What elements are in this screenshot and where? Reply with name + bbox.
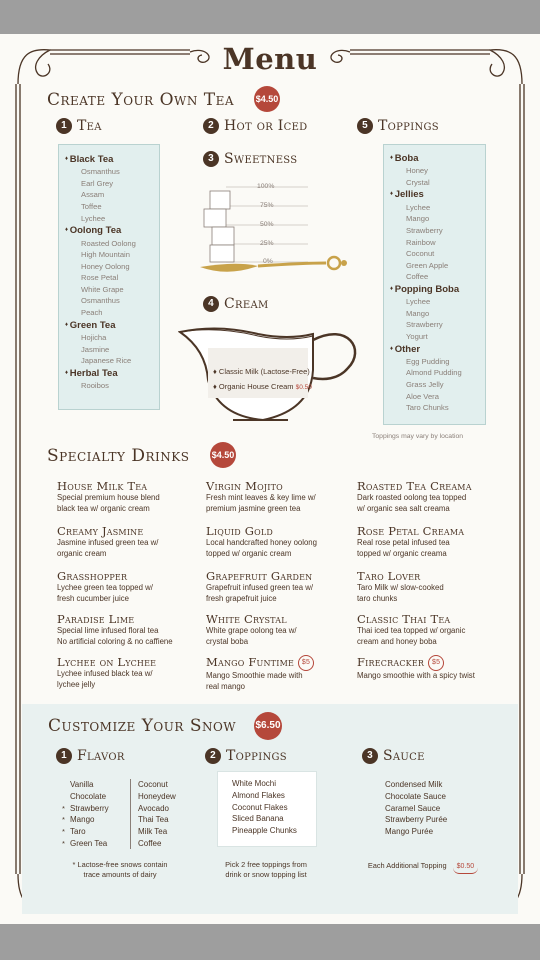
drink-desc: Special premium house blend [57,493,160,502]
drink-desc: fresh grapefruit juice [206,593,277,603]
cream-option-label: Classic Milk (Lactose-Free) [218,367,310,376]
snow-flavor-item [62,814,126,826]
tea-group-oolong [59,224,159,318]
bottom-strip [0,924,540,960]
step-number: 1 [56,118,72,134]
drink-name: Grasshopper [57,569,128,583]
menu-title: Menu [222,42,318,76]
snow-sauce-item: Strawberry Purée [385,815,448,825]
drink-name: Roasted Tea Creama [357,479,472,493]
sweetness-level-label: 25% [260,240,274,247]
drink-desc: Mango smoothie with a spicy twist [357,671,475,680]
tea-item: Toffee [81,202,102,212]
toppings-list-panel [383,144,486,425]
tea-item: Peach [81,308,103,318]
tea-item: Hojicha [81,332,107,342]
cream-step-heading [203,296,269,312]
additional-topping-note [356,861,490,874]
lactose-free-mark: * [62,827,65,837]
note-line: Pick 2 free toppings from [225,860,307,869]
drink-desc: Jasmine infused green tea w/ [57,538,159,547]
hot-iced-step-heading [203,118,308,134]
tea-item: Rooibos [81,380,109,390]
toppings-step-heading [357,118,439,134]
tea-category: ♦ Black Tea [65,153,159,166]
drink-desc: black tea w/ organic cream [57,503,150,513]
topping-item: Lychee [406,202,431,212]
snow-flavor-item: Coffee [138,838,162,848]
drink-price-badge: $5 [428,655,444,671]
flavor-name: Green Tea [70,838,108,848]
snow-flavor-item: Avocado [138,803,169,813]
topping-group-boba [384,152,485,188]
snow-sauce-item: Chocolate Sauce [385,791,446,801]
sweetness-level-label: 50% [260,221,274,228]
drink-desc: fresh cucumber juice [57,593,129,603]
tea-item: Japanese Rice [81,356,132,366]
drink-name-text: Firecracker [357,655,425,669]
drink-desc: real mango [206,681,246,691]
topping-item: Coconut [406,249,435,259]
sweetness-level-label: 0% [263,258,273,265]
step-number: 2 [205,748,221,764]
drink-name: Grapefruit Garden [206,569,313,583]
snow-flavor-item [62,826,126,838]
snow-flavor-item [62,838,126,850]
drink-name: Paradise Lime [57,612,135,626]
drink-desc: crystal boba [206,636,249,646]
toppings-note: Toppings may vary by location [372,433,464,440]
tea-item: Lychee [81,213,106,223]
snow-sauce-heading [362,748,425,764]
step-number: 1 [56,748,72,764]
snow-topping-note [202,860,330,880]
drink-item [206,479,366,514]
topping-item: Grass Jelly [406,379,444,389]
step-number: 4 [203,296,219,312]
snow-flavor-item: Thai Tea [138,815,169,825]
snow-sauce-list [385,779,495,838]
flavor-name: Vanilla [70,780,94,789]
topping-item: Yogurt [406,331,428,341]
snow-topping-item: Pineapple Chunks [232,826,297,836]
tea-group-green [59,319,159,367]
snow-sauce-item: Mango Purée [385,827,434,837]
specialty-drinks-heading: Specialty Drinks [47,446,190,466]
snow-flavor-item: Coconut [138,780,168,789]
tea-item: White Grape [81,284,124,294]
drink-desc: w/ organic sea salt creama [357,503,450,513]
topping-item: Green Apple [406,260,449,270]
tea-step-title: Tea [77,118,102,134]
drink-item [57,655,217,690]
drink-desc: taro chunks [357,593,398,603]
note-line: trace amounts of dairy [83,870,157,879]
step-number: 5 [357,118,373,134]
topping-item: Egg Pudding [406,356,450,366]
drink-desc: cream and honey boba [357,636,437,646]
drink-item [357,612,517,647]
drink-name [357,655,517,671]
menu-page [0,34,540,924]
snow-price-badge: $6.50 [254,712,282,740]
drink-name-text: Mango Funtime [206,655,295,669]
topping-group-jellies [384,188,485,282]
drink-desc: Real rose petal infused tea [357,538,450,547]
drink-desc: organic cream [57,548,107,558]
drink-name: White Crystal [206,612,287,626]
drink-name: Classic Thai Tea [357,612,451,626]
drink-name: Virgin Mojito [206,479,283,493]
topping-category: ♦ Jellies [390,188,485,201]
tea-category: ♦ Green Tea [65,319,159,332]
top-strip [0,0,540,34]
drink-name: Lychee on Lychee [57,655,157,669]
snow-flavor-heading [56,748,125,764]
drink-desc: topped w/ organic creama [357,548,447,558]
snow-sauce-title: Sauce [383,748,425,764]
tea-item: Honey Oolong [81,261,130,271]
snow-topping-item: Almond Flakes [232,790,285,800]
customize-snow-heading: Customize Your Snow [48,716,237,736]
drink-item [206,569,366,604]
topping-item: Honey [406,166,428,176]
create-tea-heading: Create Your Own Tea [47,90,235,110]
lactose-free-mark: * [62,803,65,813]
tea-item: Rose Petal [81,273,119,283]
organic-cream-price: $0.50 [295,384,312,391]
sweetness-level-label: 100% [257,183,275,190]
drink-name: House Milk Tea [57,479,148,493]
drink-desc: lychee jelly [57,679,96,689]
flavor-name: Taro [70,827,86,837]
drink-item [357,655,517,682]
tea-item: Jasmine [81,344,110,354]
drink-desc: Lychee infused black tea w/ [57,669,153,678]
flavor-name: Mango [70,815,95,825]
cream-step-title: Cream [224,296,269,312]
drink-name [206,655,366,671]
topping-item: Almond Pudding [406,368,462,378]
topping-item: Crystal [406,177,430,187]
toppings-step-title: Toppings [378,118,439,134]
cream-option-label: Organic House Cream [218,382,294,391]
additional-topping-price: $0.50 [453,861,479,874]
tea-item: High Mountain [81,250,130,260]
tea-category: ♦ Oolong Tea [65,224,159,237]
topping-category: ♦ Other [390,343,485,356]
snow-sauce-item: Condensed Milk [385,780,443,789]
drink-item [57,524,217,559]
cream-pitcher-illustration [178,320,368,440]
flavor-name: Strawberry [70,803,109,813]
drink-item [357,524,517,559]
note-line: drink or snow topping list [225,870,307,879]
drink-item [206,612,366,647]
snow-sauce-item: Caramel Sauce [385,803,441,813]
topping-item: Aloe Vera [406,391,439,401]
lactose-free-mark: * [62,815,65,825]
drink-desc: Fresh mint leaves & key lime w/ [206,493,316,502]
tea-category: ♦ Herbal Tea [65,367,159,380]
drink-item [57,569,217,604]
topping-item: Mango [406,214,430,224]
snow-flavor-item [62,791,126,803]
step-number: 3 [362,748,378,764]
tea-list-panel [58,144,160,410]
drink-item [357,479,517,514]
topping-category: ♦ Boba [390,152,485,165]
drink-item [206,655,366,692]
drink-name: Taro Lover [357,569,421,583]
topping-item: Lychee [406,297,431,307]
drink-desc: Grapefruit infused green tea w/ [206,583,314,592]
drink-name: Rose Petal Creama [357,524,465,538]
sweetness-spoon-illustration [198,179,348,284]
flavor-column-divider [130,779,131,849]
drink-desc: No artificial coloring & no caffiene [57,636,173,646]
snow-topping-item: Coconut Flakes [232,802,288,812]
snow-flavor-item [62,779,126,791]
snow-flavor-item: Honeydew [138,791,176,801]
sweetness-level-label: 75% [260,202,274,209]
tea-step-heading [56,118,102,134]
drink-name: Creamy Jasmine [57,524,144,538]
snow-flavor-item [62,803,126,815]
hot-iced-step-title: Hot or Iced [224,118,308,134]
tea-item: Osmanthus [81,296,120,306]
drink-desc: Mango Smoothie made with [206,671,303,680]
tea-group-black [59,153,159,224]
drink-price-badge: $5 [298,655,314,671]
snow-toppings-heading [205,748,287,764]
drink-desc: Taro Milk w/ slow-cooked [357,583,444,592]
drink-desc: Lychee green tea topped w/ [57,583,153,592]
drink-desc: Local handcrafted honey oolong [206,538,317,547]
topping-group-popping [384,283,485,343]
drink-item [57,612,217,647]
topping-item: Strawberry [406,320,443,330]
snow-toppings-title: Toppings [226,748,287,764]
drink-desc: Special lime infused floral tea [57,626,159,635]
tea-group-herbal [59,367,159,392]
additional-topping-text: Each Additional Topping [367,861,447,870]
drink-desc: White grape oolong tea w/ [206,626,297,635]
topping-item: Strawberry [406,225,443,235]
topping-item: Taro Chunks [406,403,449,413]
sweetness-step-heading [203,151,297,167]
drink-desc: Thai iced tea topped w/ organic [357,626,466,635]
lactose-free-note [56,860,184,880]
step-number: 3 [203,151,219,167]
note-line: * Lactose-free snows contain [72,860,168,869]
snow-flavor-item: Milk Tea [138,827,168,837]
snow-topping-item: White Mochi [232,779,277,788]
drink-item [357,569,517,604]
tea-item: Roasted Oolong [81,238,136,248]
snow-flavor-column-1 [62,779,126,850]
snow-flavor-title: Flavor [77,748,125,764]
tea-item: Assam [81,190,105,200]
tea-item: Earl Grey [81,178,114,188]
topping-item: Mango [406,308,430,318]
specialty-price-badge: $4.50 [210,442,236,468]
lactose-free-mark: * [62,838,65,848]
snow-flavor-column-2 [138,779,198,850]
flavor-name: Chocolate [70,791,107,801]
topping-item: Rainbow [406,237,436,247]
drink-desc: topped w/ organic cream [206,548,292,558]
topping-group-other [384,343,485,414]
create-tea-price-badge: $4.50 [254,86,280,112]
sweetness-step-title: Sweetness [224,151,298,167]
snow-topping-item: Sliced Banana [232,814,284,824]
snow-toppings-box [217,771,317,847]
drink-item [206,524,366,559]
drink-desc: premium jasmine green tea [206,503,301,513]
topping-category: ♦ Popping Boba [390,283,485,296]
cream-option: ♦ Classic Milk (Lactose-Free) [213,367,310,376]
drink-name: Liquid Gold [206,524,273,538]
drink-desc: Dark roasted oolong tea topped [357,493,467,502]
drink-item [57,479,217,514]
topping-item: Coffee [406,272,429,282]
cream-option: ♦ Organic House Cream $0.50 [213,382,312,391]
tea-item: Osmanthus [81,167,120,177]
step-number: 2 [203,118,219,134]
